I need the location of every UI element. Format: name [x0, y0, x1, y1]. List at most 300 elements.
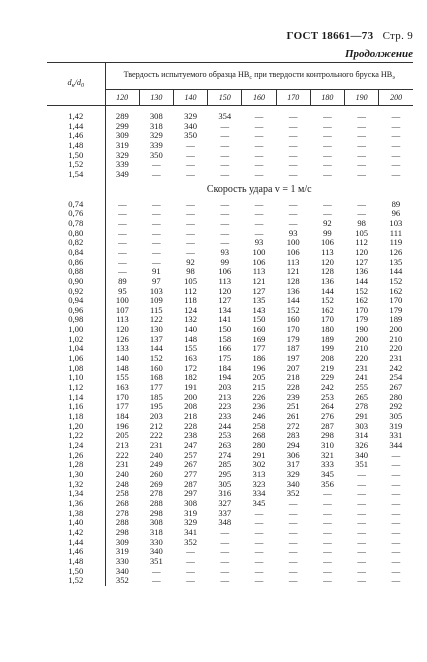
- hardness-cell: 170: [320, 314, 334, 325]
- column-header: 130: [139, 90, 173, 106]
- hardness-cell: 278: [149, 488, 163, 499]
- hardness-cell: 334: [252, 488, 266, 499]
- hardness-cell: —: [357, 575, 366, 586]
- hardness-cell: 345: [320, 468, 334, 479]
- hardness-cell: 152: [149, 353, 163, 364]
- hardness-cell: —: [323, 120, 332, 131]
- hardness-cell: 184: [115, 411, 129, 422]
- hardness-cell: 228: [286, 382, 300, 393]
- hardness-cell: 144: [389, 266, 403, 277]
- hardness-cell: 308: [184, 497, 197, 508]
- hardness-cell: 319: [389, 420, 403, 431]
- hardness-cell: —: [118, 237, 127, 248]
- hardness-cell: 136: [355, 266, 369, 277]
- hardness-cell: 316: [218, 488, 232, 499]
- hardness-cell: 339: [149, 139, 163, 150]
- hardness-cell: 132: [184, 314, 197, 325]
- hardness-cell: 106: [218, 266, 232, 277]
- hardness-cell: —: [357, 526, 366, 537]
- hardness-cell: 177: [252, 343, 266, 354]
- hardness-cell: 152: [389, 275, 403, 286]
- standard-number: ГОСТ 18661—73: [286, 30, 374, 42]
- hardness-cell: 113: [218, 275, 232, 286]
- hardness-cell: 289: [115, 111, 129, 121]
- ratio-cell: 1,26: [47, 451, 105, 461]
- hardness-cell: 348: [218, 517, 232, 528]
- hardness-cell: 194: [218, 372, 232, 383]
- hardness-cell: —: [220, 159, 230, 170]
- hardness-cell: —: [254, 227, 264, 238]
- ratio-cell: 0,90: [47, 277, 105, 287]
- hardness-cell: 285: [218, 459, 232, 470]
- ratio-cell: 1,14: [47, 393, 105, 403]
- hardness-cell: —: [288, 507, 298, 518]
- hardness-cell: 137: [149, 333, 163, 344]
- hardness-cell: 163: [115, 382, 129, 393]
- hardness-cell: 136: [320, 275, 334, 286]
- hardness-cell: —: [186, 208, 195, 219]
- hardness-cell: —: [254, 139, 264, 150]
- hardness-cell: —: [152, 198, 161, 209]
- hardness-cell: 155: [184, 343, 197, 354]
- hardness-cell: 177: [115, 401, 129, 412]
- hardness-cell: 98: [186, 266, 195, 277]
- hardness-cell: —: [220, 237, 230, 248]
- hardness-cell: 212: [149, 420, 163, 431]
- hardness-cell: 113: [116, 314, 129, 325]
- ratio-cell: 1,48: [47, 557, 105, 567]
- hardness-cell: —: [152, 227, 161, 238]
- ratio-cell: 1,50: [47, 151, 105, 161]
- hardness-cell: 213: [218, 391, 232, 402]
- hardness-cell: —: [152, 256, 161, 267]
- hardness-cell: —: [323, 565, 332, 576]
- hardness-cell: —: [254, 120, 264, 131]
- hardness-cell: 121: [286, 266, 300, 277]
- ratio-cell: 0,98: [47, 315, 105, 325]
- hardness-cell: 207: [286, 362, 300, 373]
- hardness-cell: 213: [115, 440, 129, 450]
- hardness-cell: 260: [149, 468, 163, 479]
- hardness-cell: 203: [149, 411, 163, 422]
- hardness-cell: —: [118, 217, 127, 228]
- hardness-cell: 105: [355, 227, 369, 238]
- hardness-cell: 92: [186, 256, 195, 267]
- page-header: [287, 30, 413, 42]
- column-header: 150: [208, 90, 242, 106]
- hardness-cell: —: [254, 575, 264, 586]
- hardness-cell: 352: [184, 536, 197, 547]
- hardness-cell: 103: [389, 217, 403, 228]
- hardness-cell: —: [254, 159, 264, 170]
- hardness-cell: 162: [389, 285, 403, 296]
- hardness-cell: —: [220, 130, 230, 141]
- hardness-cell: 340: [115, 565, 129, 576]
- hardness-cell: 106: [320, 237, 334, 248]
- ratio-cell: 1,52: [47, 576, 105, 586]
- hardness-cell: —: [323, 130, 332, 141]
- hardness-cell: 231: [149, 440, 163, 450]
- hardness-cell: 354: [218, 111, 232, 121]
- hardness-cell: —: [288, 198, 298, 209]
- ratio-cell: 0,96: [47, 306, 105, 316]
- hardness-cell: 231: [355, 362, 369, 373]
- ratio-cell: 1,10: [47, 373, 105, 383]
- hardness-cell: 160: [149, 362, 163, 373]
- hardness-cell: 130: [149, 324, 163, 335]
- hardness-cell: 168: [149, 372, 163, 383]
- hardness-cell: 186: [252, 353, 266, 364]
- hardness-cell: —: [323, 517, 332, 528]
- column-header: 180: [310, 90, 344, 106]
- hardness-cell: 126: [389, 246, 403, 257]
- hardness-cell: 323: [252, 478, 266, 489]
- hardness-cell: 299: [115, 120, 129, 131]
- hardness-cell: 267: [184, 459, 197, 470]
- hardness-cell: —: [254, 546, 264, 557]
- hardness-cell: —: [323, 198, 332, 209]
- hardness-cell: 240: [115, 468, 129, 479]
- hardness-cell: 278: [355, 401, 369, 412]
- hardness-cell: 247: [184, 440, 197, 450]
- ratio-header: $d_н/d_0$: [47, 63, 105, 106]
- hardness-cell: 93: [220, 246, 230, 257]
- hardness-cell: 277: [184, 468, 197, 479]
- ratio-cell: 0,94: [47, 296, 105, 306]
- ratio-cell: 1,34: [47, 489, 105, 499]
- hardness-cell: 127: [252, 285, 266, 296]
- ratio-cell: 1,32: [47, 480, 105, 490]
- table-row: [47, 576, 413, 586]
- hardness-cell: 195: [149, 401, 163, 412]
- hardness-cell: 220: [355, 353, 369, 364]
- hardness-cell: —: [288, 168, 298, 179]
- hardness-cell: —: [152, 168, 161, 179]
- hardness-cell: —: [254, 517, 264, 528]
- hardness-cell: —: [118, 256, 127, 267]
- hardness-cell: 148: [184, 333, 197, 344]
- impact-speed-label: Скорость удара v = 1 м/с: [206, 183, 312, 195]
- hardness-cell: 352: [115, 575, 129, 586]
- hardness-cell: 220: [389, 343, 403, 354]
- hardness-cell: 339: [115, 159, 129, 170]
- hardness-cell: 115: [150, 304, 163, 315]
- hardness-cell: —: [118, 208, 127, 219]
- hardness-cell: 189: [320, 333, 334, 344]
- hardness-cell: 302: [252, 459, 266, 470]
- hardness-cell: —: [254, 168, 264, 179]
- ratio-cell: 1,02: [47, 335, 105, 345]
- hardness-cell: 310: [320, 440, 334, 450]
- hardness-cell: —: [391, 130, 401, 141]
- hardness-cell: —: [220, 546, 230, 557]
- column-header: 190: [345, 90, 379, 106]
- hardness-cell: 170: [355, 304, 369, 315]
- hardness-cell: 246: [252, 411, 266, 422]
- hardness-cell: 218: [184, 411, 197, 422]
- hardness-cell: —: [254, 565, 264, 576]
- hardness-cell: 319: [115, 546, 129, 557]
- hardness-cell: —: [118, 246, 127, 257]
- hardness-cell: 152: [355, 285, 369, 296]
- hardness-cell: —: [391, 497, 401, 508]
- ratio-cell: 1,38: [47, 509, 105, 519]
- hardness-cell: —: [323, 488, 332, 499]
- hardness-cell: 122: [149, 314, 163, 325]
- hardness-cell: 120: [115, 324, 129, 335]
- hardness-cell: —: [220, 526, 230, 537]
- hardness-cell: —: [220, 149, 230, 160]
- hardness-cell: —: [220, 168, 230, 179]
- hardness-cell: —: [288, 149, 298, 160]
- hardness-cell: 242: [320, 382, 334, 393]
- hardness-cell: —: [288, 546, 298, 557]
- hardness-cell: —: [357, 130, 366, 141]
- hardness-caption: Твердость испытуемого образца $HB_c$ при твердости контрольного бруска $HB_э$: [105, 63, 413, 90]
- ratio-cell: 1,46: [47, 131, 105, 141]
- hardness-cell: —: [118, 198, 127, 209]
- hardness-cell: —: [254, 149, 264, 160]
- hardness-cell: —: [186, 227, 195, 238]
- hardness-cell: 162: [355, 295, 369, 306]
- hardness-cell: 106: [286, 246, 300, 257]
- hardness-cell: 179: [389, 304, 403, 315]
- hardness-cell: —: [323, 139, 332, 150]
- hardness-cell: —: [391, 120, 401, 131]
- hardness-cell: —: [323, 536, 332, 547]
- ratio-cell: 1,04: [47, 344, 105, 354]
- hardness-cell: 276: [320, 411, 334, 422]
- hardness-cell: 297: [184, 488, 197, 499]
- hardness-cell: 200: [184, 391, 197, 402]
- hardness-cell: 249: [149, 459, 163, 470]
- hardness-cell: 242: [389, 362, 403, 373]
- hardness-cell: —: [220, 575, 230, 586]
- hardness-cell: —: [118, 227, 127, 238]
- hardness-cell: —: [152, 246, 161, 257]
- hardness-cell: 200: [389, 324, 403, 335]
- hardness-cell: 308: [149, 517, 163, 528]
- hardness-cell: —: [220, 555, 230, 566]
- hardness-cell: 308: [149, 111, 163, 121]
- ratio-cell: 1,36: [47, 499, 105, 509]
- hardness-cell: —: [357, 478, 366, 489]
- hardness-cell: —: [288, 130, 298, 141]
- hardness-cell: —: [323, 507, 332, 518]
- hardness-cell: —: [186, 198, 195, 209]
- hardness-cell: —: [357, 497, 366, 508]
- hardness-cell: 231: [115, 459, 129, 470]
- hardness-cell: 166: [218, 343, 232, 354]
- hardness-cell: 112: [355, 237, 368, 248]
- hardness-cell: 185: [149, 391, 163, 402]
- hardness-cell: 226: [252, 391, 266, 402]
- hardness-cell: 144: [149, 343, 163, 354]
- ratio-cell: 1,40: [47, 518, 105, 528]
- hardness-cell: —: [288, 517, 298, 528]
- hardness-cell: —: [391, 139, 401, 150]
- hardness-cell: —: [357, 488, 366, 499]
- hardness-cell: 351: [355, 459, 369, 470]
- hardness-cell: —: [152, 575, 161, 586]
- hardness-cell: 303: [355, 420, 369, 431]
- hardness-cell: 128: [286, 275, 300, 286]
- ratio-cell: 1,48: [47, 141, 105, 151]
- hardness-cell: —: [323, 526, 332, 537]
- hardness-cell: —: [357, 555, 366, 566]
- hardness-cell: —: [220, 536, 230, 547]
- hardness-cell: 103: [149, 285, 163, 296]
- hardness-cell: —: [357, 139, 366, 150]
- hardness-cell: —: [118, 266, 127, 277]
- hardness-cell: —: [186, 575, 195, 586]
- hardness-cell: 222: [115, 449, 129, 460]
- hardness-cell: 288: [115, 517, 129, 528]
- hardness-cell: 329: [184, 111, 197, 121]
- hardness-cell: 292: [389, 401, 403, 412]
- hardness-cell: 113: [321, 246, 334, 257]
- hardness-cell: 314: [355, 430, 369, 441]
- hardness-cell: 228: [184, 420, 197, 431]
- hardness-cell: —: [152, 565, 161, 576]
- hardness-cell: 231: [389, 353, 403, 364]
- hardness-cell: 128: [320, 266, 334, 277]
- hardness-cell: 89: [391, 198, 401, 209]
- hardness-cell: 120: [218, 285, 232, 296]
- hardness-cell: 160: [252, 324, 266, 335]
- hardness-cell: 92: [323, 217, 332, 228]
- hardness-cell: 96: [391, 208, 401, 219]
- hardness-cell: —: [254, 217, 264, 228]
- hardness-cell: —: [391, 168, 401, 179]
- hardness-cell: —: [254, 208, 264, 219]
- hardness-cell: 141: [218, 314, 232, 325]
- hardness-cell: 350: [149, 149, 163, 160]
- hardness-cell: —: [323, 149, 332, 160]
- hardness-cell: 113: [252, 266, 266, 277]
- hardness-cell: —: [357, 565, 366, 576]
- hardness-cell: —: [391, 575, 401, 586]
- hardness-cell: 236: [252, 401, 266, 412]
- hardness-cell: —: [357, 168, 366, 179]
- ratio-cell: 1,24: [47, 441, 105, 451]
- hardness-cell: —: [220, 208, 230, 219]
- column-header: 140: [173, 90, 207, 106]
- hardness-cell: 248: [115, 478, 129, 489]
- hardness-cell: 208: [320, 353, 334, 364]
- ratio-cell: 1,12: [47, 383, 105, 393]
- hardness-cell: 222: [149, 430, 163, 441]
- hardness-cell: 274: [218, 449, 232, 460]
- ratio-cell: 1,18: [47, 412, 105, 422]
- hardness-cell: 219: [320, 362, 334, 373]
- hardness-cell: —: [288, 536, 298, 547]
- hardness-cell: 351: [149, 555, 163, 566]
- hardness-cell: 298: [115, 526, 129, 537]
- hardness-cell: 199: [320, 343, 334, 354]
- hardness-cell: —: [288, 575, 298, 586]
- hardness-cell: 180: [320, 324, 334, 335]
- hardness-cell: 184: [218, 362, 232, 373]
- hardness-cell: 269: [149, 478, 163, 489]
- ratio-cell: 0,80: [47, 229, 105, 239]
- hardness-cell: —: [186, 546, 195, 557]
- hardness-cell: 268: [115, 497, 129, 508]
- hardness-cell: —: [391, 555, 401, 566]
- hardness-cell: 113: [286, 256, 300, 267]
- hardness-cell: —: [357, 536, 366, 547]
- hardness-cell: —: [391, 565, 401, 576]
- hardness-cell: —: [220, 217, 230, 228]
- column-header: 200: [379, 90, 413, 106]
- ratio-cell: 0,84: [47, 248, 105, 258]
- hardness-cell: —: [186, 246, 195, 257]
- ratio-cell: 1,44: [47, 122, 105, 132]
- hardness-cell: 97: [152, 275, 161, 286]
- hardness-cell: 340: [149, 546, 163, 557]
- hardness-cell: 239: [286, 391, 300, 402]
- hardness-cell: 100: [286, 237, 300, 248]
- ratio-cell: 1,46: [47, 547, 105, 557]
- hardness-cell: —: [357, 120, 366, 131]
- hardness-cell: 309: [115, 130, 129, 141]
- hardness-cell: 278: [115, 507, 129, 518]
- hardness-cell: —: [357, 517, 366, 528]
- hardness-cell: —: [391, 468, 401, 479]
- hardness-cell: 143: [252, 304, 266, 315]
- hardness-cell: —: [152, 208, 161, 219]
- hardness-cell: —: [391, 517, 401, 528]
- hardness-cell: 327: [218, 497, 232, 508]
- hardness-cell: —: [254, 130, 264, 141]
- hardness-cell: 318: [149, 120, 163, 131]
- ratio-cell: 0,92: [47, 287, 105, 297]
- hardness-cell: 169: [252, 333, 266, 344]
- hardness-cell: 263: [218, 440, 232, 450]
- hardness-cell: 175: [218, 353, 232, 364]
- hardness-cell: 280: [389, 391, 403, 402]
- hardness-cell: 340: [286, 478, 300, 489]
- page-number: Стр. 9: [382, 30, 413, 42]
- hardness-cell: —: [254, 507, 264, 518]
- hardness-cell: 144: [355, 275, 369, 286]
- hardness-cell: —: [220, 198, 230, 209]
- hardness-cell: 190: [355, 324, 369, 335]
- hardness-cell: 158: [218, 333, 232, 344]
- hardness-cell: 170: [389, 295, 403, 306]
- hardness-cell: —: [220, 139, 230, 150]
- hardness-cell: 140: [115, 353, 129, 364]
- hardness-cell: 120: [355, 246, 369, 257]
- hardness-cell: 100: [115, 295, 129, 306]
- hardness-cell: 99: [323, 227, 332, 238]
- hardness-cell: 223: [218, 401, 232, 412]
- hardness-cell: —: [288, 217, 298, 228]
- hardness-cell: —: [323, 555, 332, 566]
- hardness-cell: 148: [115, 362, 129, 373]
- ratio-cell: 1,54: [47, 170, 105, 180]
- hardness-cell: 105: [184, 275, 197, 286]
- hardness-cell: —: [323, 111, 332, 121]
- hardness-cell: 93: [288, 227, 298, 238]
- hardness-cell: —: [323, 168, 332, 179]
- hardness-cell: 152: [320, 295, 334, 306]
- hardness-cell: —: [357, 159, 366, 170]
- hardness-cell: —: [288, 555, 298, 566]
- hardness-cell: 254: [389, 372, 403, 383]
- hardness-cell: —: [391, 536, 401, 547]
- hardness-cell: 144: [320, 285, 334, 296]
